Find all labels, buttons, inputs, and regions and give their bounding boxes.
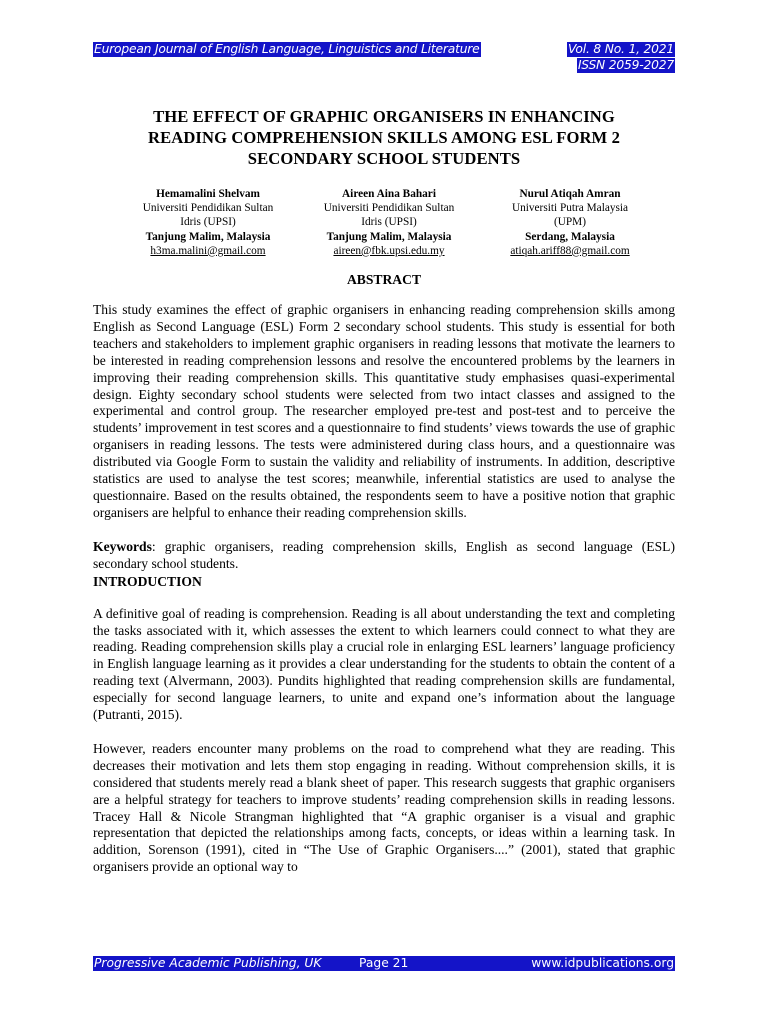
- introduction-heading: INTRODUCTION: [93, 573, 202, 589]
- author-email-link[interactable]: aireen@fbk.upsi.edu.my: [333, 244, 445, 257]
- author-email-link[interactable]: atiqah.ariff88@gmail.com: [510, 244, 630, 257]
- author-location: Serdang, Malaysia: [525, 230, 615, 243]
- abstract-heading: ABSTRACT: [346, 272, 422, 288]
- author-location: Tanjung Malim, Malaysia: [145, 230, 271, 243]
- running-footer: [93, 956, 675, 971]
- author-1: [133, 187, 283, 258]
- author-list: [93, 187, 675, 258]
- journal-name: European Journal of English Language, Linguistics and Literature: [94, 42, 480, 56]
- paper-page: [93, 42, 675, 876]
- page-number: Page 21: [359, 956, 409, 970]
- introduction-paragraph-1: A definitive goal of reading is comprehension. Reading is all about understanding the text and completing the tasks associated with it, which assesses the extent to which learners could connect to what they are reading. Reading comprehension skills play a crucial role in enlarging ESL learners’ language proficiency in English language learning as it provides a clear understanding for the students to obtain the content of a reading text (Alvermann, 2003). Pundits highlighted that reading comprehension skills are fundamental, especially for second language learners, to unite and expand one’s information about the language (Putranti, 2015).: [93, 605, 675, 723]
- author-2: [314, 187, 464, 258]
- author-affiliation: Idris (UPSI): [180, 216, 236, 229]
- title-line: READING COMPREHENSION SKILLS AMONG ESL FORM 2: [148, 128, 620, 147]
- author-affiliation: Idris (UPSI): [361, 216, 417, 229]
- author-affiliation: Universiti Pendidikan Sultan: [323, 202, 455, 215]
- author-email-link[interactable]: h3ma.malini@gmail.com: [150, 244, 266, 257]
- keywords-label: Keywords: [93, 538, 152, 554]
- author-location: Tanjung Malim, Malaysia: [326, 230, 452, 243]
- issue-info: [567, 42, 675, 73]
- title-line: SECONDARY SCHOOL STUDENTS: [247, 149, 521, 168]
- issn-info: ISSN 2059-2027: [577, 58, 674, 72]
- author-affiliation: Universiti Putra Malaysia: [511, 202, 629, 215]
- author-affiliation: Universiti Pendidikan Sultan: [142, 202, 274, 215]
- author-name: Hemamalini Shelvam: [156, 188, 260, 200]
- author-name: Nurul Atiqah Amran: [519, 188, 621, 200]
- publisher-url-link[interactable]: www.idpublications.org: [531, 956, 674, 970]
- publisher-name: Progressive Academic Publishing, UK: [94, 956, 322, 970]
- keywords: [93, 539, 675, 573]
- volume-info: Vol. 8 No. 1, 2021: [567, 42, 674, 56]
- introduction-paragraph-2: However, readers encounter many problems on the road to comprehend what they are reading. This decreases their motivation and lets them stop engaging in reading. Without comprehension skills, it is considered that students merely read a blank sheet of paper. This research suggests that graphic organisers are a helpful strategy for teachers to improve students’ reading comprehension skills in reading lessons. Tracey Hall & Nicole Strangman highlighted that “A graphic organiser is a visual and graphic representation that depicted the relationships among facts, concepts, or ideas within a learning task. In addition, Sorenson (1991), cited in “The Use of Graphic Organisers....” (2001), stated that graphic organisers provide an optional way to: [93, 740, 675, 875]
- paper-title: [93, 106, 675, 169]
- running-header: [93, 42, 675, 78]
- abstract-text: This study examines the effect of graphic organisers in enhancing reading comprehension skills among English as Second Language (ESL) Form 2 secondary school students. This study is essential for both teachers and stakeholders to implement graphic organisers in reading lessons that motivate the learners to be interested in reading comprehension lessons and resolve the encountered problems by the learners in improving their reading comprehension skills. This quantitative study emphasises quasi-experimental design. Eighty secondary school students were selected from two intact classes and assigned to the experimental and control group. The researcher employed pre-test and post-test and to perceive the students’ improvement in test scores and a questionnaire to find students’ views towards the use of graphic organisers in reading lessons. The tests were administered during class hours, and a questionnaire was distributed via Google Form to sustain the validity and reliability of instruments. In addition, descriptive statistics are used to analyse the test scores; meanwhile, inferential statistics are used to analyse the questionnaire. Based on the results obtained, the respondents seem to have a positive notion that graphic organisers are helpful to enhance their reading comprehension skills.: [93, 302, 675, 520]
- author-3: [495, 187, 645, 258]
- author-name: Aireen Aina Bahari: [342, 188, 436, 200]
- title-line: THE EFFECT OF GRAPHIC ORGANISERS IN ENHANCING: [153, 107, 615, 126]
- author-affiliation: (UPM): [553, 216, 586, 229]
- keywords-text: : graphic organisers, reading comprehension skills, English as second language (ESL) secondary school students.: [93, 538, 675, 571]
